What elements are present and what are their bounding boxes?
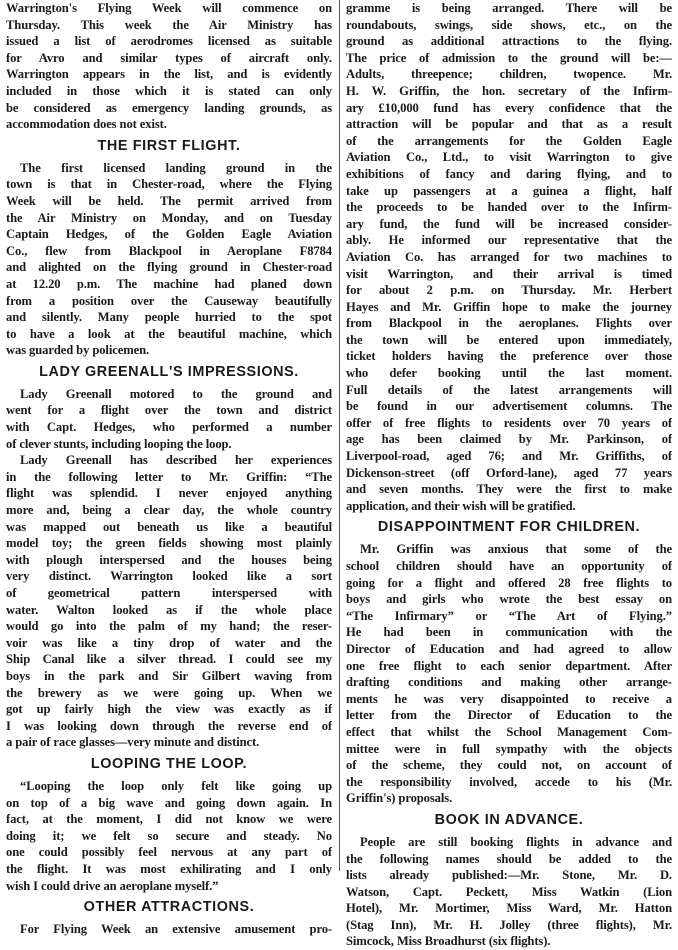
text-line: with plough interspersed and the houses being [6, 552, 332, 567]
text-line: a pair of race glasses—very minute and distinct. [6, 735, 260, 750]
text-line: Full details of the latest arrangements will [346, 382, 672, 397]
text-line: take up passengers at a guinea a flight, half [346, 183, 672, 198]
text-line: more and, being a clear day, the whole country [6, 503, 332, 518]
text-line: Mr. Griffin was anxious that some of the [360, 542, 672, 557]
text-line: of the scheme, they could not, on account of [346, 758, 672, 773]
other-attractions-paragraph [6, 921, 332, 938]
text-line: ary £10,000 fund has every confidence that the [346, 100, 672, 115]
text-line: Adults, threepence; children, twopence. Mr. [346, 67, 672, 82]
disappointment-paragraph [346, 541, 672, 807]
text-line: the town will be entered upon immediately, [346, 332, 672, 347]
text-line: lists already published:—Mr. Stone, Mr. D. [346, 868, 672, 883]
text-line: Director of Education and had agreed to allow [346, 641, 672, 656]
text-line: the proceeds to be handed over to the Infirm- [346, 200, 672, 215]
text-line: water. Walton looked as if the whole place [6, 602, 332, 617]
text-line: Co., flew from Blackpool in Aeroplane F8784 [6, 243, 332, 258]
text-line: boys in the park and Sir Gilbert waving from [6, 668, 332, 683]
text-line: exhibitions of fancy and daring flying, and to [346, 166, 672, 181]
text-line: boys and girls who wrote the best essay on [346, 592, 672, 607]
text-line: drafting conditions and making other arrange- [346, 675, 672, 690]
text-line: town is that in Chester-road, where the Flying [6, 177, 332, 192]
text-line: the brewery as we were going up. When we [6, 685, 332, 700]
text-line: Thursday. This week the Air Ministry has [6, 17, 332, 32]
section-heading-lady-greenall: LADY GREENALL'S IMPRESSIONS. [39, 363, 299, 380]
text-line: very distinct. Warrington looked like a sort [6, 569, 332, 584]
text-line: of geometrical pattern interspersed with [6, 586, 332, 600]
text-line: Aviation Co., Ltd., to visit Warrington to give [346, 150, 672, 165]
text-line: I was looking down through the reverse end of [6, 718, 332, 733]
book-in-advance-paragraph [346, 834, 672, 950]
text-line: ground as additional attractions to the flying. [346, 34, 672, 49]
text-line: accommodation does not exist. [6, 117, 167, 132]
text-line: and seven months. They were the first to make [346, 482, 672, 497]
text-line: who defer booking until the last moment. [346, 366, 672, 381]
text-line: the flight. It was most exhilirating and I only [6, 861, 332, 876]
text-line: application, and their wish will be gratified. [346, 498, 576, 513]
text-line: He had been in communication with the [346, 625, 672, 640]
text-line: for Avro and similar types of aircraft only. [6, 50, 332, 65]
text-line: Hayes and Mr. Griffin hope to make the journey [346, 299, 672, 314]
text-line: one free flight to each senior department. After [346, 658, 672, 673]
text-line: was guarded by policemen. [6, 343, 150, 358]
text-line: included in those which it is stated can only [6, 83, 332, 98]
text-line: the following names should be added to the [346, 851, 672, 866]
intro-paragraph [6, 0, 332, 133]
text-line: Hotel), Mr. Mortimer, Miss Ward, Mr. Hatton [346, 901, 672, 916]
text-line: Liverpool-road, aged 76; and Mr. Griffiths, of [346, 449, 672, 464]
left-column [6, 0, 332, 937]
text-line: was mapped out beneath us like a beautiful [6, 519, 332, 534]
text-line: ary fund, the fund will be increased consider- [346, 216, 672, 231]
section-heading-book-in-advance: BOOK IN ADVANCE. [434, 811, 584, 828]
text-line: offer of free flights to residents over 70 years of [346, 415, 672, 430]
text-line: Aviation Co. has arranged for two machines to [346, 249, 672, 264]
text-line: on top of a big wave and going down again. In [6, 795, 332, 810]
section-heading-other-attractions: OTHER ATTRACTIONS. [83, 899, 255, 916]
continuation-paragraph [346, 0, 672, 514]
text-line: one could possibly feel nervous at any part of [6, 845, 332, 860]
text-line: Ship Canal like a silver thread. I could see my [6, 652, 332, 667]
text-line: going for a flight and offered 28 free flights to [346, 575, 672, 590]
text-line: The first licensed landing ground in the [20, 160, 332, 175]
text-line: ments he was very disappointed to receive a [346, 691, 672, 706]
text-line: the responsibility involved, accede to his (Mr. [346, 774, 672, 789]
text-line: Warrington appears in the list, and is evidently [6, 67, 332, 82]
text-line: gramme is being arranged. There will be [346, 1, 672, 15]
text-line: fact, at the moment, I did not know we were [6, 812, 332, 827]
text-line: mittee were in full sympathy with the objects [346, 741, 672, 756]
text-line: got up fairly high the view was exactly as if [6, 702, 332, 717]
right-column [346, 0, 672, 949]
lady-greenall-paragraph [6, 386, 332, 751]
text-line: from a position over the Causeway beautifully [6, 293, 332, 308]
text-line: wish I could drive an aeroplane myself.” [6, 878, 219, 893]
text-line: For Flying Week an extensive amusement pro- [20, 922, 332, 937]
text-line: at 12.20 p.m. The machine had planed down [6, 276, 332, 291]
text-line: with Capt. Hedges, who performed a number [6, 420, 332, 435]
text-line: be found in our advertisement columns. The [346, 399, 672, 414]
text-line: and alighted on the flying ground in Chester-road [6, 260, 332, 275]
text-line: model toy; the green fields showing most plainly [6, 536, 332, 551]
text-line: ably. He informed our representative that the [346, 233, 672, 248]
text-line: (Stag Inn), Mr. H. Jolley (three flights), Mr. [346, 917, 672, 932]
section-heading-looping: LOOPING THE LOOP. [90, 755, 248, 772]
text-line: ticket holders having the preference over those [346, 349, 672, 364]
text-line: roundabouts, swings, side shows, etc., on the [346, 17, 672, 32]
text-line: Week will be held. The permit arrived from [6, 193, 332, 208]
text-line: H. W. Griffin, the hon. secretary of the Infirm- [346, 83, 672, 98]
text-line: “Looping the loop only felt like going up [20, 778, 332, 793]
text-line: to have a look at the beautiful machine, which [6, 326, 332, 341]
text-line: Griffin's) proposals. [346, 791, 453, 806]
text-line: the Air Ministry on Monday, and on Tuesday [6, 210, 332, 225]
text-line: would go into the palm of my hand; the reser- [6, 619, 332, 634]
text-line: from Blackpool in the aeroplanes. Flights over [346, 316, 672, 331]
text-line: age has been claimed by Mr. Parkinson, of [346, 432, 672, 447]
text-line: Dickenson-street (off Orford-lane), aged 77 years [346, 465, 672, 480]
text-line: The price of admission to the ground will be:— [346, 50, 672, 65]
text-line: effect that whilst the School Management Com- [346, 724, 672, 739]
text-line: went for a flight over the town and district [6, 403, 332, 418]
column-divider [339, 0, 340, 871]
text-line: in the following letter to Mr. Griffin: “The [6, 469, 332, 484]
text-line: Warrington's Flying Week will commence on [6, 1, 332, 15]
text-line: doing it; we felt so secure and steady. No [6, 828, 332, 843]
text-line: of the arrangements for the Golden Eagle [346, 133, 672, 148]
section-heading-first-flight: THE FIRST FLIGHT. [97, 137, 241, 154]
first-flight-paragraph [6, 160, 332, 359]
text-line: school children should have an opportunity of [346, 559, 672, 573]
text-line: attraction will be popular and that as a result [346, 117, 672, 132]
text-line: letter from the Director of Education to the [346, 708, 672, 723]
text-line: and silently. Many people hurried to the spot [6, 310, 332, 325]
text-line: be considered as emergency landing grounds, as [6, 100, 332, 115]
text-line: “The Infirmary” or “The Art of Flying.” [346, 608, 672, 623]
text-line: People are still booking flights in advance and [360, 834, 672, 849]
text-line: Captain Hedges, of the Golden Eagle Aviation [6, 227, 332, 242]
text-line: Lady Greenall has described her experiences [20, 453, 332, 468]
section-heading-disappointment: DISAPPOINTMENT FOR CHILDREN. [377, 519, 641, 536]
text-line: Simcock, Miss Broadhurst (six flights). [346, 934, 551, 949]
text-line: of clever stunts, including looping the loop. [6, 436, 232, 451]
text-line: Watson, Capt. Peckett, Miss Watkin (Lion [346, 884, 672, 899]
text-line: Lady Greenall motored to the ground and [20, 386, 332, 401]
text-line: visit Warrington, and their arrival is timed [346, 266, 672, 281]
text-line: issued a list of aerodromes licensed as suitable [6, 34, 332, 49]
looping-paragraph [6, 778, 332, 894]
text-line: flight was splendid. I never enjoyed anything [6, 486, 332, 501]
text-line: voir was like a tiny drop of water and the [6, 635, 332, 650]
text-line: for about 2 p.m. on Thursday. Mr. Herbert [346, 283, 672, 298]
